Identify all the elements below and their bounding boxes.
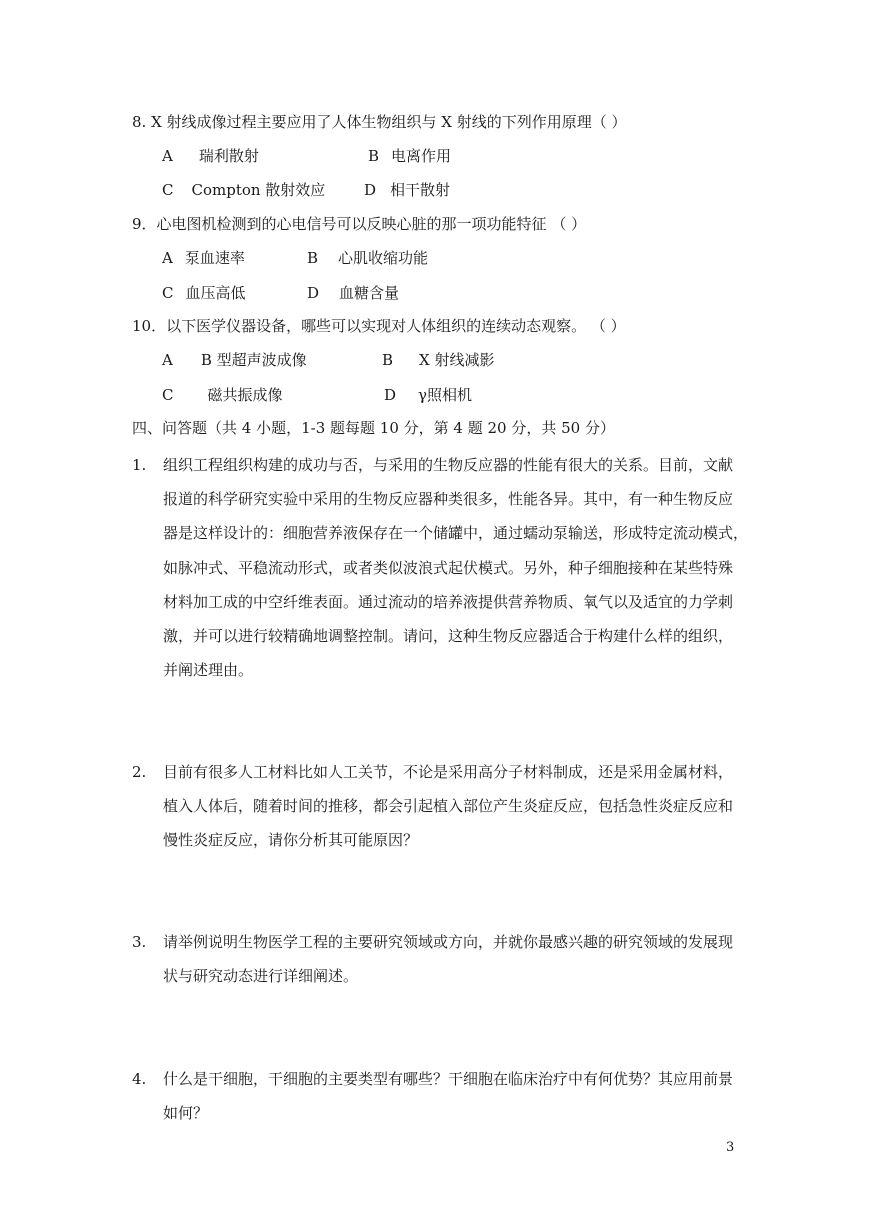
option-8-b: B 电离作用 [368,147,452,165]
option-10-b: B X 射线减影 [382,351,495,369]
option-8-d: D 相干散射 [364,181,451,199]
option-10-d: D γ照相机 [384,386,472,404]
question-1-number: 1. [132,456,147,474]
question-3-text: 请举例说明生物医学工程的主要研究领域或方向，并就你最感兴趣的研究领域的发展现 状与研究动态进行详细阐述。 [163,933,734,986]
option-8-c: C Compton 散射效应 [162,181,326,199]
option-9-b: B 心肌收缩功能 [307,249,429,267]
section-header: 四、问答题（共 4 小题，1-3 题每题 10 分，第 4 题 20 分，共 50 分） [132,419,615,437]
question-4-text: 什么是干细胞，干细胞的主要类型有哪些？干细胞在临床治疗中有何优势？其应用前景 如何？ [163,1070,734,1123]
option-10-c: C 磁共振成像 [162,386,283,404]
option-9-c: C 血压高低 [162,284,246,302]
option-10-a: A B 型超声波成像 [162,351,307,369]
page-number: 3 [726,1140,735,1155]
option-9-d: D 血糖含量 [307,284,400,302]
question-4-number: 4. [132,1070,147,1088]
question-1-text: 组织工程组织构建的成功与否，与采用的生物反应器的性能有很大的关系。目前，文献 报道的科学研究实验中采用的生物反应器种类很多，性能各异。其中，有一种生物反应 器是这样设计的：细胞营养液保存在一个储罐中，通过蠕动泵输送，形成特定流动模式， 如脉冲式、平稳流动形式，或者类似波浪式起伏模式。另外，种子细胞接种在某些特殊 材料加工成的中空纤维表面。通过流动的培养液提供营养物质、氧气以及适宜的力学刺 激，并可以进行较精确地调整控制。请问，这种生物反应器适合于构建什么样的组织， 并阐述理由。 [163,456,749,680]
option-8-a: A 瑞利散射 [162,147,259,165]
question-10-stem: 10．以下医学仪器设备，哪些可以实现对人体组织的连续动态观察。 （ ） [132,317,626,335]
question-3-number: 3. [132,933,147,951]
question-2-number: 2. [132,763,147,781]
question-2-text: 目前有很多人工材料比如人工关节，不论是采用高分子材料制成，还是采用金属材料， 植入人体后，随着时间的推移，都会引起植入部位产生炎症反应，包括急性炎症反应和 慢性炎症反应，请你分析其可能原因？ [163,763,734,850]
question-8-stem: 8. X 射线成像过程主要应用了人体生物组织与 X 射线的下列作用原理（ ） [132,113,627,131]
option-9-a: A 泵血速率 [162,249,245,267]
question-9-stem: 9．心电图机检测到的心电信号可以反映心脏的那一项功能特征 （ ） [132,215,587,233]
